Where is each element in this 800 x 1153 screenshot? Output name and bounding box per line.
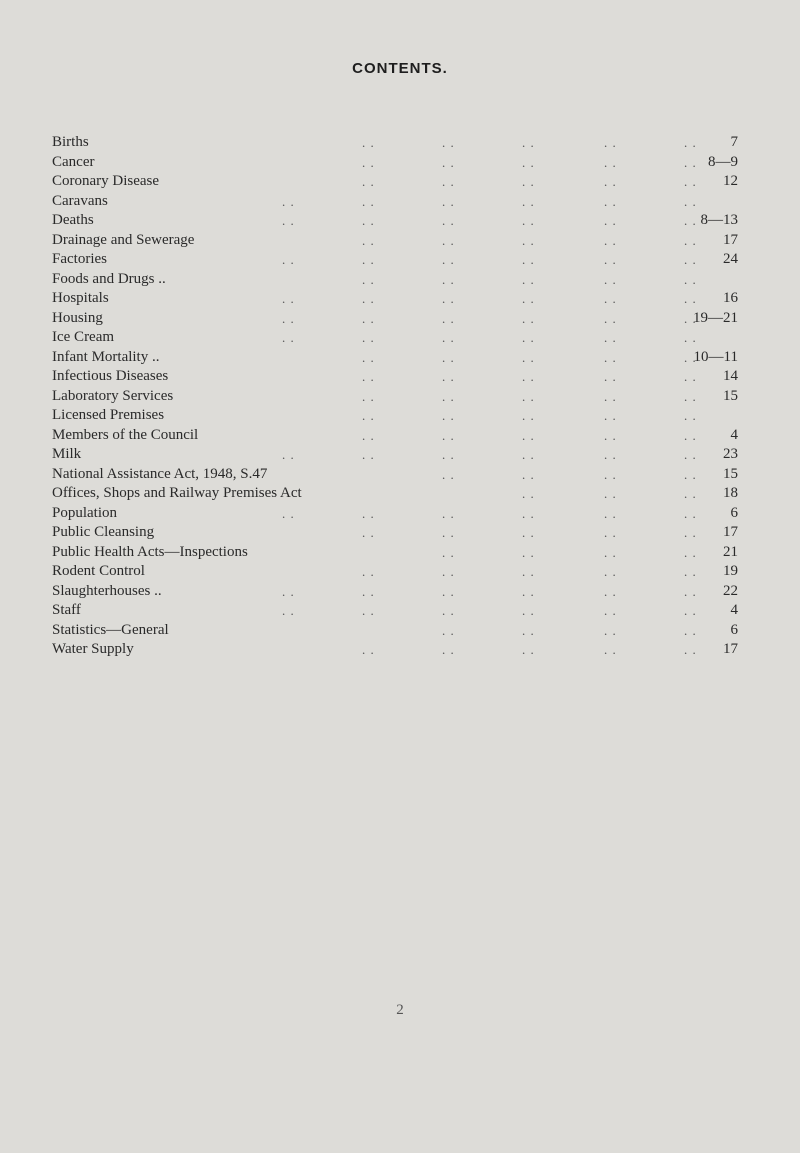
leader-dots: . . [442, 447, 455, 462]
leader-dots: . . [522, 622, 535, 638]
leader-dots: . . [442, 564, 455, 579]
leader-dots: . . [604, 291, 617, 306]
contents-entry [52, 582, 738, 602]
entry-label: National Assistance Act, 1948, S.47 [52, 465, 268, 482]
leader-dots: . . [522, 427, 535, 443]
leader-dots: . . [604, 408, 617, 423]
leader-dots: . . [282, 213, 295, 228]
leader-dots: . . [362, 135, 375, 150]
leader-dots: . . [522, 408, 535, 423]
leader-dots: . . [522, 271, 535, 287]
leader-dots: . . [282, 291, 295, 306]
entry-page-number: 19—21 [693, 309, 738, 326]
leader-dots: . . [522, 603, 535, 618]
leader-dots: . . [684, 466, 697, 482]
leader-dots: . . [362, 525, 375, 540]
entry-page-number: 21 [723, 543, 738, 560]
leader-dots: . . [522, 525, 535, 540]
leader-dots: . . [522, 330, 535, 345]
entry-page-number: 14 [723, 368, 738, 384]
entry-label: Members of the Council [52, 426, 199, 443]
leader-dots: . . [604, 447, 617, 462]
leader-dots: . . [442, 388, 455, 404]
leader-dots: . . [442, 505, 455, 521]
contents-entry [52, 309, 738, 329]
leader-dots: . . [684, 447, 697, 462]
entry-page-number: 6 [730, 504, 738, 521]
entry-page-number: 18 [723, 485, 738, 501]
contents-entry [52, 367, 738, 387]
leader-dots: . . [362, 388, 375, 404]
entry-page-number: 4 [730, 426, 738, 443]
entry-page-number: 10—11 [693, 348, 738, 365]
entry-label: Public Health Acts—Inspections [52, 543, 248, 560]
leader-dots: . . [684, 193, 697, 209]
leader-dots: . . [604, 330, 617, 345]
leader-dots: . . [282, 447, 295, 462]
entry-label: Statistics—General [52, 621, 169, 638]
leader-dots: . . [362, 564, 375, 579]
leader-dots: . . [684, 232, 697, 248]
leader-dots: . . [684, 291, 697, 306]
leader-dots: . . [522, 252, 535, 267]
leader-dots: . . [442, 349, 455, 365]
leader-dots: . . [604, 525, 617, 540]
contents-entry [52, 426, 738, 446]
contents-entry [52, 445, 738, 465]
leader-dots: . . [522, 642, 535, 657]
leader-dots: . . [522, 193, 535, 209]
leader-dots: . . [362, 427, 375, 443]
leader-dots: . . [362, 154, 375, 170]
leader-dots: . . [604, 544, 617, 560]
page-title: CONTENTS. [352, 60, 448, 77]
leader-dots: . . [442, 544, 455, 560]
leader-dots: . . [684, 213, 697, 228]
leader-dots: . . [604, 505, 617, 521]
entry-label: Ice Cream [52, 329, 115, 345]
leader-dots: . . [442, 135, 455, 150]
contents-entry [52, 640, 738, 660]
leader-dots: . . [684, 174, 697, 189]
entry-label: Drainage and Sewerage [52, 231, 195, 248]
entry-page-number: 17 [723, 231, 738, 248]
leader-dots: . . [522, 564, 535, 579]
leader-dots: . . [362, 193, 375, 209]
leader-dots: . . [522, 174, 535, 189]
contents-entry [52, 211, 738, 231]
leader-dots: . . [362, 349, 375, 365]
contents-entry [52, 348, 738, 368]
entry-page-number: 24 [723, 251, 738, 267]
entry-page-number: 19 [723, 563, 738, 579]
leader-dots: . . [604, 193, 617, 209]
entry-page-number: 17 [723, 524, 738, 540]
leader-dots: . . [442, 427, 455, 443]
leader-dots: . . [442, 174, 455, 189]
leader-dots: . . [604, 174, 617, 189]
leader-dots: . . [442, 642, 455, 657]
leader-dots: . . [604, 466, 617, 482]
leader-dots: . . [684, 330, 697, 345]
contents-entry [52, 231, 738, 251]
leader-dots: . . [282, 330, 295, 345]
entry-page-number: 16 [723, 290, 738, 306]
contents-entry [52, 192, 738, 212]
leader-dots: . . [282, 583, 295, 599]
dot-leaders [282, 192, 752, 212]
contents-entry [52, 406, 738, 426]
leader-dots: . . [684, 154, 697, 170]
page-number: 2 [396, 1002, 404, 1018]
contents-entry [52, 250, 738, 270]
leader-dots: . . [362, 505, 375, 521]
leader-dots: . . [522, 154, 535, 170]
leader-dots: . . [362, 174, 375, 189]
leader-dots: . . [684, 544, 697, 560]
leader-dots: . . [362, 271, 375, 287]
leader-dots: . . [684, 622, 697, 638]
leader-dots: . . [362, 310, 375, 326]
leader-dots: . . [522, 544, 535, 560]
contents-entry [52, 562, 738, 582]
leader-dots: . . [442, 525, 455, 540]
leader-dots: . . [282, 603, 295, 618]
entry-label: Licensed Premises [52, 407, 165, 423]
leader-dots: . . [684, 271, 697, 287]
contents-entry [52, 328, 738, 348]
leader-dots: . . [362, 447, 375, 462]
leader-dots: . . [684, 642, 697, 657]
contents-entry [52, 601, 738, 621]
leader-dots: . . [362, 603, 375, 618]
leader-dots: . . [442, 252, 455, 267]
leader-dots: . . [684, 369, 697, 384]
contents-entry [52, 621, 738, 641]
leader-dots: . . [604, 564, 617, 579]
entry-label: Public Cleansing [52, 524, 155, 540]
leader-dots: . . [362, 583, 375, 599]
leader-dots: . . [604, 622, 617, 638]
entry-page-number: 6 [730, 621, 738, 638]
leader-dots: . . [684, 310, 697, 326]
leader-dots: . . [684, 408, 697, 423]
entry-label: Slaughterhouses .. [52, 582, 162, 599]
leader-dots: . . [522, 505, 535, 521]
leader-dots: . . [282, 193, 295, 209]
entry-page-number: 12 [723, 173, 738, 189]
leader-dots: . . [604, 213, 617, 228]
entry-page-number: 15 [723, 387, 738, 404]
leader-dots: . . [522, 232, 535, 248]
leader-dots: . . [604, 369, 617, 384]
contents-entry [52, 153, 738, 173]
leader-dots: . . [604, 154, 617, 170]
leader-dots: . . [604, 427, 617, 443]
leader-dots: . . [684, 525, 697, 540]
leader-dots: . . [604, 642, 617, 657]
leader-dots: . . [684, 486, 697, 501]
leader-dots: . . [442, 310, 455, 326]
leader-dots: . . [604, 583, 617, 599]
entry-page-number: 7 [730, 134, 738, 150]
contents-entry [52, 133, 738, 153]
leader-dots: . . [362, 291, 375, 306]
leader-dots: . . [442, 291, 455, 306]
entry-label: Infectious Diseases [52, 368, 169, 384]
entry-label: Rodent Control [52, 563, 145, 579]
entry-page-number: 17 [723, 641, 738, 657]
entry-page-number: 22 [723, 582, 738, 599]
leader-dots: . . [522, 486, 535, 501]
leader-dots: . . [442, 271, 455, 287]
entry-label: Offices, Shops and Railway Premises Act [52, 485, 302, 501]
leader-dots: . . [362, 330, 375, 345]
leader-dots: . . [442, 622, 455, 638]
leader-dots: . . [522, 135, 535, 150]
entry-label: Infant Mortality .. [52, 348, 160, 365]
leader-dots: . . [362, 213, 375, 228]
entry-label: Foods and Drugs .. [52, 270, 166, 287]
leader-dots: . . [442, 408, 455, 423]
leader-dots: . . [684, 135, 697, 150]
leader-dots: . . [604, 349, 617, 365]
leader-dots: . . [282, 252, 295, 267]
leader-dots: . . [442, 330, 455, 345]
leader-dots: . . [522, 583, 535, 599]
leader-dots: . . [522, 466, 535, 482]
leader-dots: . . [684, 252, 697, 267]
leader-dots: . . [442, 213, 455, 228]
leader-dots: . . [522, 447, 535, 462]
leader-dots: . . [604, 486, 617, 501]
entry-label: Births [52, 134, 89, 150]
leader-dots: . . [362, 232, 375, 248]
entry-label: Coronary Disease [52, 173, 160, 189]
entry-label: Caravans [52, 192, 108, 209]
leader-dots: . . [282, 310, 295, 326]
leader-dots: . . [442, 193, 455, 209]
dot-leaders [282, 328, 752, 348]
entry-label: Factories [52, 251, 107, 267]
contents-list [52, 133, 738, 660]
leader-dots: . . [604, 232, 617, 248]
entry-label: Milk [52, 446, 82, 462]
entry-label: Hospitals [52, 290, 109, 306]
leader-dots: . . [282, 505, 295, 521]
dot-leaders [282, 406, 752, 426]
contents-entry [52, 172, 738, 192]
leader-dots: . . [684, 427, 697, 443]
entry-label: Population [52, 504, 118, 521]
leader-dots: . . [522, 369, 535, 384]
leader-dots: . . [362, 369, 375, 384]
entry-label: Cancer [52, 153, 95, 170]
entry-label: Deaths [52, 212, 94, 228]
leader-dots: . . [604, 388, 617, 404]
leader-dots: . . [442, 466, 455, 482]
leader-dots: . . [604, 271, 617, 287]
leader-dots: . . [442, 603, 455, 618]
leader-dots: . . [362, 252, 375, 267]
leader-dots: . . [604, 603, 617, 618]
entry-page-number: 23 [723, 446, 738, 462]
leader-dots: . . [522, 291, 535, 306]
contents-entry [52, 465, 738, 485]
leader-dots: . . [442, 154, 455, 170]
dot-leaders [282, 270, 752, 290]
leader-dots: . . [522, 310, 535, 326]
leader-dots: . . [442, 583, 455, 599]
contents-entry [52, 504, 738, 524]
entry-label: Staff [52, 602, 81, 618]
entry-label: Housing [52, 309, 103, 326]
entry-page-number: 8—9 [708, 153, 738, 170]
leader-dots: . . [604, 135, 617, 150]
entry-page-number: 15 [723, 465, 738, 482]
contents-entry [52, 387, 738, 407]
leader-dots: . . [684, 388, 697, 404]
leader-dots: . . [522, 349, 535, 365]
contents-entry [52, 270, 738, 290]
leader-dots: . . [684, 349, 697, 365]
entry-page-number: 4 [730, 602, 738, 618]
leader-dots: . . [684, 583, 697, 599]
entry-label: Water Supply [52, 641, 134, 657]
contents-entry [52, 543, 738, 563]
leader-dots: . . [604, 310, 617, 326]
leader-dots: . . [684, 564, 697, 579]
leader-dots: . . [604, 252, 617, 267]
leader-dots: . . [684, 603, 697, 618]
leader-dots: . . [362, 642, 375, 657]
leader-dots: . . [442, 369, 455, 384]
entry-label: Laboratory Services [52, 387, 174, 404]
leader-dots: . . [522, 388, 535, 404]
leader-dots: . . [362, 408, 375, 423]
leader-dots: . . [442, 232, 455, 248]
contents-entry [52, 484, 738, 504]
contents-entry [52, 289, 738, 309]
contents-entry [52, 523, 738, 543]
leader-dots: . . [522, 213, 535, 228]
entry-page-number: 8—13 [700, 212, 738, 228]
leader-dots: . . [684, 505, 697, 521]
